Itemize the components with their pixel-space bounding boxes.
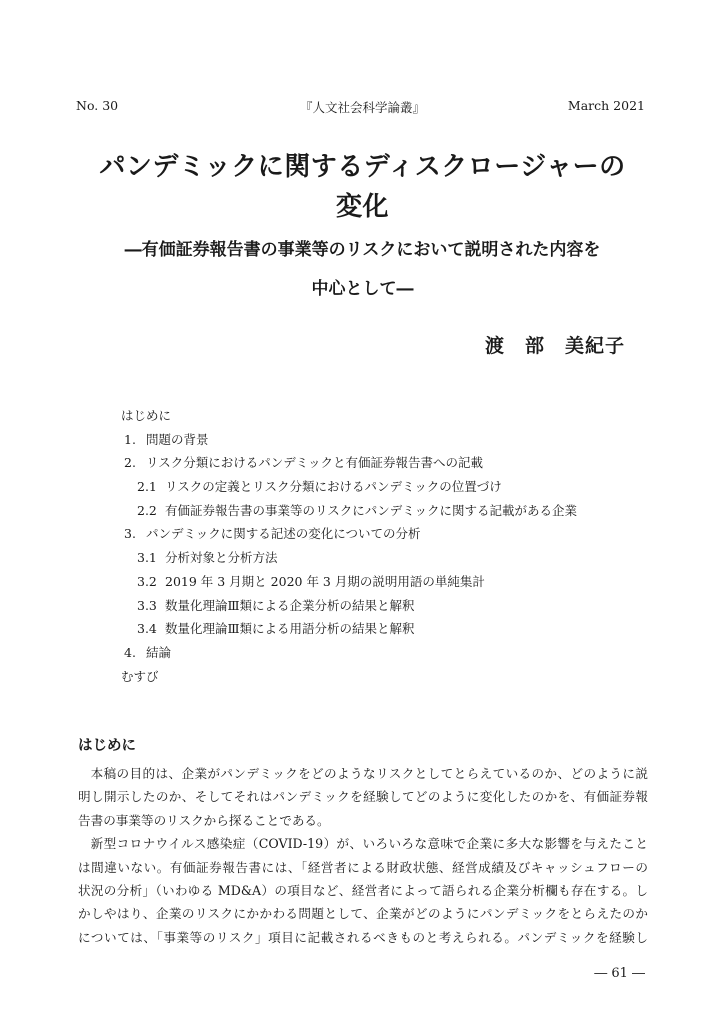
toc-item-text: 問題の背景 — [146, 431, 209, 447]
toc-item-text: はじめに — [121, 408, 172, 423]
paragraph-line: 状況の分析」（いわゆる MD&A）の項目など、経営者によって語られる企業分析欄も存在する。し — [78, 882, 648, 898]
title-line-2: 変化 — [335, 192, 389, 222]
toc-item-number: 3. — [124, 526, 136, 542]
toc-item — [121, 475, 661, 499]
issue-date: March 2021 — [567, 98, 645, 113]
toc-item — [121, 522, 661, 546]
toc-item — [121, 617, 661, 641]
page-number: ― 61 ― — [594, 966, 645, 981]
toc-item-text: むすび — [121, 668, 159, 684]
toc-item-number: 3.1 — [137, 550, 157, 566]
paragraph-line: かしやはり、企業のリスクにかかわる問題として、企業がどのようにパンデミックをとらえたのか — [78, 906, 648, 922]
paragraph-line: 告書の事業等のリスクから探ることである。 — [78, 812, 330, 828]
toc-item-text: 結論 — [146, 644, 172, 660]
section-heading: はじめに — [78, 738, 136, 754]
toc-item — [121, 594, 661, 618]
toc-item — [121, 428, 661, 452]
toc-item — [121, 641, 661, 665]
paragraph-line: は間違いない。有価証券報告書には、「経営者による財政状態、経営成績及びキャッシュフローの — [78, 859, 648, 875]
title-line-1: パンデミックに関するディスクロージャーの — [99, 152, 626, 182]
body-text — [78, 762, 648, 949]
toc-item-number: 2. — [124, 455, 136, 471]
toc-item-number: 3.4 — [137, 621, 157, 637]
author-name: 渡 部 美紀子 — [484, 335, 625, 357]
paragraph-line: については、「事業等のリスク」項目に記載されるべきものと考えられる。パンデミックを経験し — [78, 929, 648, 945]
toc-item-text: 分析対象と分析方法 — [165, 550, 278, 566]
toc-item-text: 有価証券報告書の事業等のリスクにパンデミックに関する記載がある企業 — [165, 502, 578, 518]
journal-name: 『人文社会科学論叢』 — [299, 100, 425, 115]
toc-item — [121, 451, 661, 475]
toc-item — [121, 570, 661, 594]
toc-item-text: パンデミックに関する記述の変化についての分析 — [146, 526, 421, 542]
paragraph-line: 新型コロナウイルス感染症（COVID-19）が、いろいろな意味で企業に多大な影響を与えたこと — [90, 836, 648, 852]
toc-item-text: 数量化理論Ⅲ類による用語分析の結果と解釈 — [165, 621, 415, 637]
toc-item-number: 3.2 — [137, 573, 157, 589]
subtitle-line-2: 中心として― — [311, 279, 414, 299]
toc-item-number: 2.1 — [137, 479, 157, 495]
paragraph-line: 明し開示したのか、そしてそれはパンデミックを経験してどのように変化したのかを、有価証券報 — [78, 789, 648, 805]
subtitle-line-1: ―有価証券報告書の事業等のリスクにおいて説明された内容を — [124, 240, 601, 260]
issue-number: No. 30 — [76, 98, 119, 113]
toc-item-text: リスクの定義とリスク分類におけるパンデミックの位置づけ — [165, 479, 502, 495]
toc-item-number: 1. — [124, 431, 136, 447]
toc-item — [121, 546, 661, 570]
toc-item-text: リスク分類におけるパンデミックと有価証券報告書への記載 — [146, 455, 484, 471]
toc-item-text: 数量化理論Ⅲ類による企業分析の結果と解釈 — [165, 597, 415, 613]
toc-item-text: 2019 年 3 月期と 2020 年 3 月期の説明用語の単純集計 — [165, 573, 485, 589]
toc-item — [121, 404, 661, 428]
toc-item-number: 2.2 — [137, 502, 157, 518]
toc-item — [121, 665, 661, 689]
table-of-contents — [121, 404, 661, 688]
toc-item-number: 4. — [124, 644, 136, 660]
paragraph-line: 本稿の目的は、企業がパンデミックをどのようなリスクとしてとらえているのか、どのように説 — [90, 766, 648, 781]
toc-item-number: 3.3 — [137, 597, 157, 613]
toc-item — [121, 499, 661, 523]
